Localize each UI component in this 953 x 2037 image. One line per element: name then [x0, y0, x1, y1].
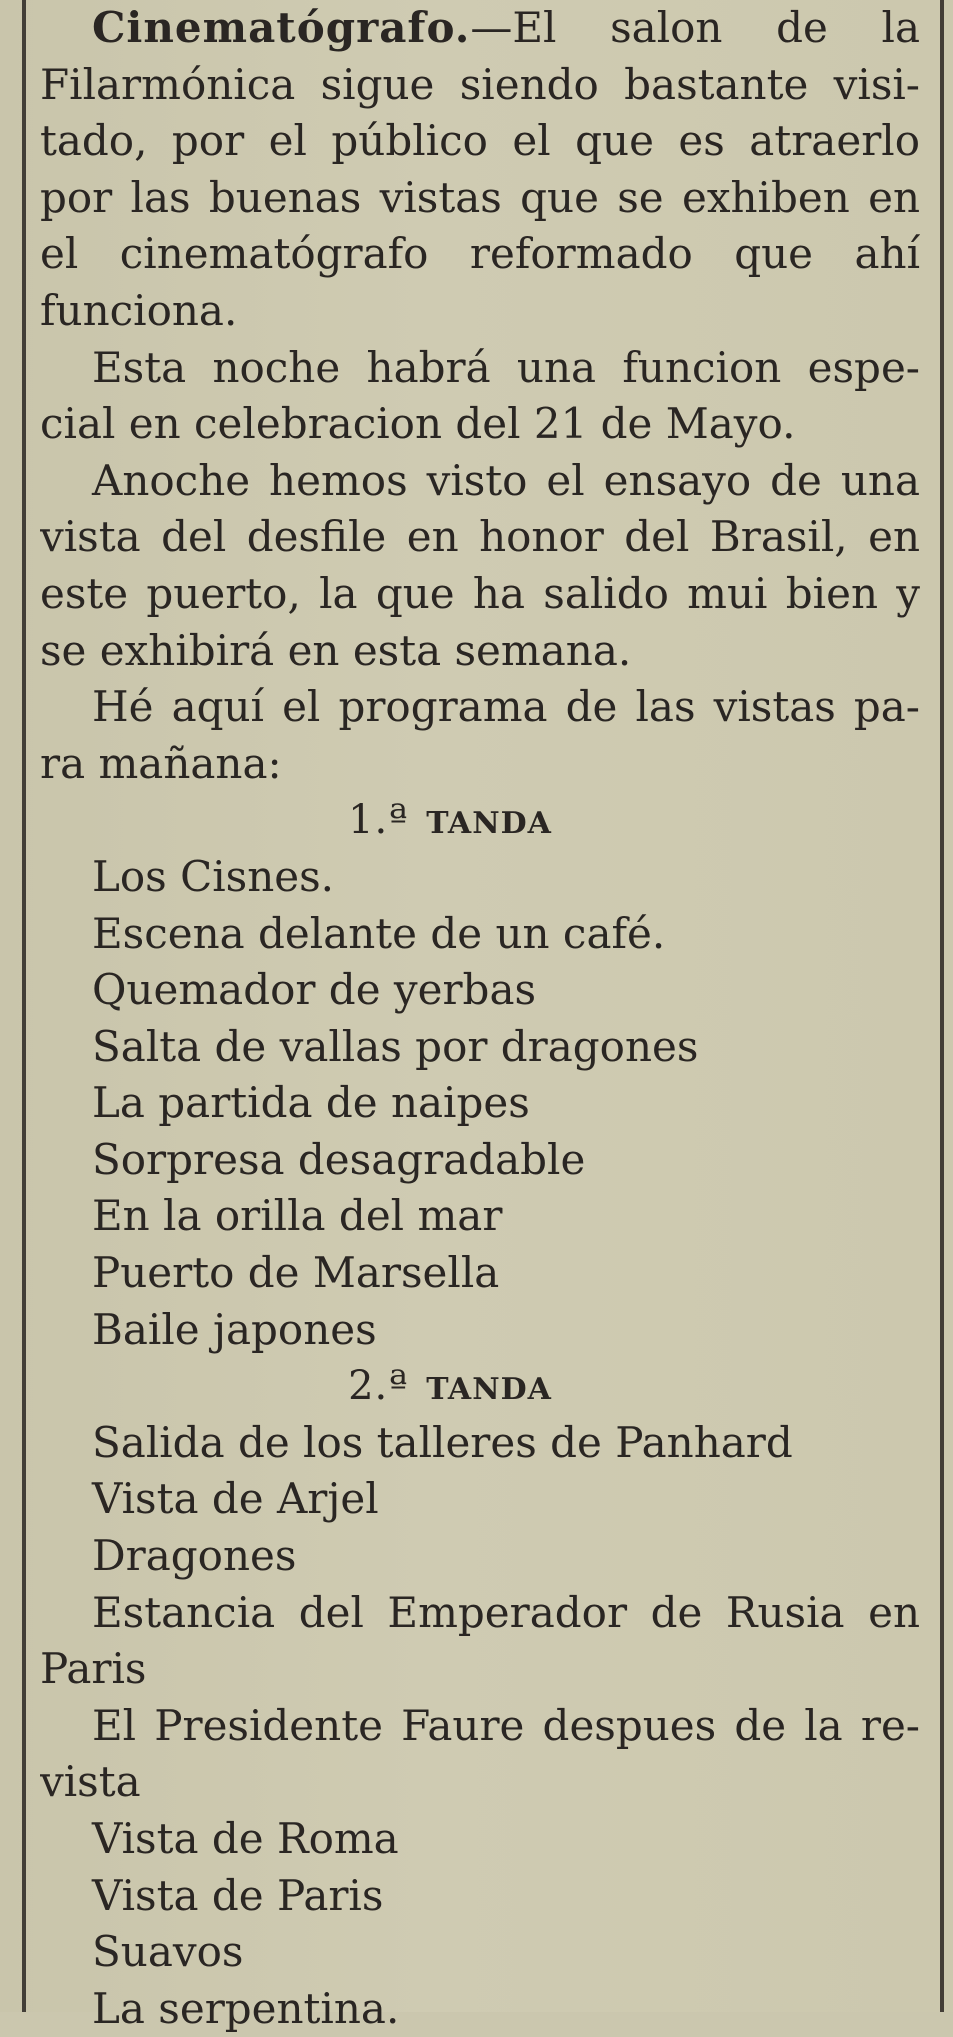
program-item: Dragones [92, 1531, 297, 1581]
article-text-line: tado, por el público el que es atraerlo [40, 116, 920, 166]
program-item: La partida de naipes [92, 1078, 530, 1128]
section-number: 1.ª [348, 797, 409, 844]
program-item: Salta de vallas por dragones [92, 1021, 699, 1071]
program-item: En la orilla del mar [92, 1191, 503, 1241]
article-text-line: Esta noche habrá una funcion espe- [92, 342, 920, 392]
program-item: Vista de Paris [92, 1870, 384, 1920]
program-item: Baile japones [92, 1304, 377, 1354]
article-text-line: —El salon de la [470, 3, 920, 52]
program-item: Vista de Roma [92, 1814, 399, 1863]
program-section-heading [40, 792, 920, 849]
article-text-line: cial en celebracion del 21 de Mayo. [40, 399, 796, 449]
section-label: TANDA [426, 806, 552, 842]
section-number: 2.ª [348, 1363, 409, 1410]
program-item: Los Cisnes. [92, 851, 335, 901]
article-first-line [40, 0, 920, 57]
article-text-line: este puerto, la que ha salido mui bien y [40, 568, 920, 618]
article-text-line: se exhibirá en esta semana. [40, 625, 632, 675]
program-item: Suavos [92, 1927, 244, 1977]
article-text-line: Filarmónica sigue siendo bastante visi- [40, 59, 920, 109]
article-text-line: por las buenas vistas que se exhiben en [40, 172, 920, 222]
article-text-line: funciona. [40, 285, 238, 335]
article-text-line: vista del desfile en honor del Brasil, en [40, 512, 920, 562]
program-item: El Presidente Faure despues de la re- [92, 1700, 920, 1750]
left-column-rule [22, 0, 26, 2012]
program-item: La serpentina. [92, 1983, 400, 2033]
program-item-continuation: Paris [40, 1644, 147, 1694]
article-text-line: ra mañana: [40, 738, 282, 788]
program-item: Estancia del Emperador de Rusia en [92, 1587, 920, 1637]
program-item: Vista de Arjel [92, 1474, 379, 1524]
article-text-line: el cinematógrafo reformado que ahí [40, 229, 920, 279]
right-column-rule [940, 0, 944, 2012]
article-text-line: Anoche hemos visto el ensayo de una [92, 455, 920, 505]
program-item: Salida de los talleres de Panhard [92, 1417, 793, 1467]
program-item: Escena delante de un café. [92, 908, 666, 958]
article-body [40, 0, 920, 2037]
article-heading: Cinematógrafo. [92, 3, 471, 52]
program-section-heading [40, 1358, 920, 1415]
program-item-continuation: vista [40, 1757, 141, 1807]
program-item: Quemador de yerbas [92, 965, 537, 1015]
article-text-line: Hé aquí el programa de las vistas pa- [92, 682, 920, 732]
program-item: Puerto de Marsella [92, 1248, 500, 1298]
section-label: TANDA [426, 1372, 552, 1408]
program-item: Sorpresa desagradable [92, 1134, 586, 1184]
